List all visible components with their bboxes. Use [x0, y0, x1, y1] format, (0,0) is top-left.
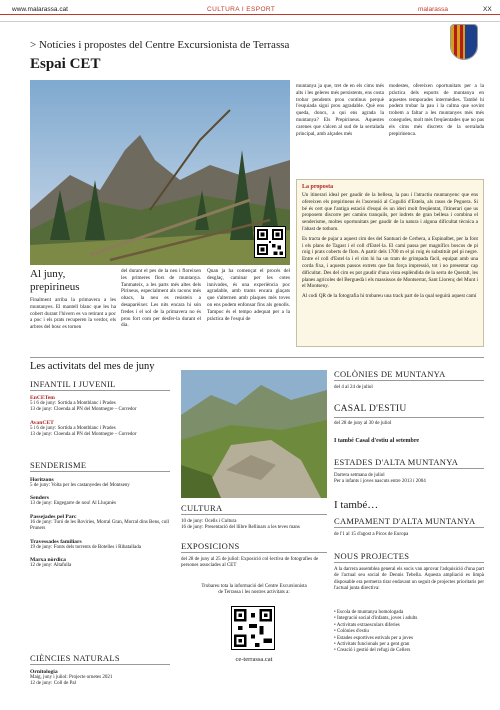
cet-crest-logo — [450, 24, 478, 60]
list-item: • Creació i gestió del refugi de Cellers — [334, 648, 411, 654]
list-item: • Colònies d'estiu — [334, 629, 369, 635]
list-item: • Activitats extraescolars diferies — [334, 622, 400, 628]
article-col-1: Finalment arriba la primavera a les muntanyes. El mantell blanc que les ha cobert durant l'hivern es va retirant a poc a poc i els prats recuperen la verdor, els arbres del bosc es tornen — [30, 297, 116, 331]
article-col-2: del durant el pes de la neu i floreixen les primeres flors de muntanya. Tanmateix, a les parts més altes dels Pirineus, especialment als racons més obacs, la neu es resisteix a desaparèixer. Les nits encara hi són fredes i el sol de la primavera no és prou fort com per desfer-la durant el dia. — [121, 268, 201, 329]
list-item: • Activitats funcionals per a gent gran — [334, 642, 410, 648]
cet-qr-code[interactable] — [231, 606, 275, 650]
brand-name: malarassa — [418, 6, 448, 13]
proposta-box — [296, 179, 484, 347]
colonies-rule — [334, 380, 484, 381]
exposicions-line: del 28 de juny al 25 de juliol: Exposició col·lectiva de fotografies de persones associades al CET — [181, 557, 319, 569]
ciencies-rule — [30, 664, 170, 665]
entcem-line-1: 5 i 6 de juny: Sortida a Montblanc i Prades — [30, 401, 116, 406]
subtitle-line-2: prepirineus — [30, 281, 80, 293]
page-title: Espai CET — [30, 56, 101, 72]
header-rule — [0, 14, 500, 15]
site-url[interactable]: www.malarassa.cat — [12, 6, 68, 13]
nous-projectes-list — [334, 610, 484, 655]
ornitologia-title: Ornitologia — [30, 669, 58, 675]
article-col-5: modestes, ofereixen oportunitats per a la pràctica dels esports de muntanya en aquestes temporades intermèdies. També hi podem trobar la pau i la calma que sovint trobem a faltar a les muntanyes més més conegudes, molt més freqüentades que no pas els cims més discrets de la serralada prepirinenca. — [389, 83, 484, 137]
ornitologia-line-1: Maig, juny i juliol: Projecte ornetes 2021 — [30, 675, 113, 680]
ornitologia-line-2: 12 de juny: Coll de Pal — [30, 681, 76, 687]
casal-setembre: I també Casal d'estiu al setembre — [334, 438, 420, 444]
nous-projectes-heading: NOUS PROJECTES — [334, 551, 410, 561]
estades-heading: ESTADES D'ALTA MUNTANYA — [334, 457, 459, 467]
ciencies-heading: CIÈNCIES NATURALS — [30, 653, 120, 663]
tambe-heading: I també… — [334, 499, 379, 511]
campament-heading: CAMPAMENT D'ALTA MUNTANYA — [334, 516, 476, 526]
avancet-line-1: 5 i 6 de juny: Sortida a Montblanc i Prades — [30, 425, 116, 431]
avancet-title: AvanCET — [30, 419, 54, 426]
cet-website-link[interactable]: ce-terrassa.cat — [235, 656, 273, 663]
campament-rule — [334, 527, 484, 528]
article-col-4: muntanya ja que, tret de en els cims més alts i les geleres més persistents, ens costa trobar pendents prou continus perquè l'esquiada sigui prou agradable. Què ens queda, doncs, a qui ens agrada la muntanya? Els Prepirineus. Aquestes carenes que s'alcen al sud de la serralada principal, amb alçades més — [296, 83, 384, 137]
proposta-para-2: Es tracta de pujar a aquest cim des del Santuari de Cerbera, a Espinalbet, per la font i els plans de Tagast i el coll d'Estel·la. El camí passa per magnífics boscos de pi roig i prats coberts de flors. A partir dels 1700 m el pi roig és substituït pel pi negre. Entre el coll d'Estel·la i el cim hi ha un tram de grimpada fàcil, equipat amb una corda fixa, i aquests passos extrets que fan força impressió, tot i no presentar cap dificultat. Des del cim es pot gaudir d'una vista esplèndida de la serra de Queralt, les planes agrícoles del Berguedà i els massissos de Montserrat, Sant Llorenç del Munt i el Montseny. — [302, 235, 478, 290]
nous-projectes-rule — [334, 562, 484, 563]
senderisme-rule — [30, 471, 170, 472]
estades-line-1: Darrera setmana de juliol — [334, 473, 385, 478]
nous-projectes-text: A la darrera assemblea general els socis van aprovar l'adquisició d'una part de l'actual seu social de Dennis Tebella. Aquesta ampliació es limpà disposable era permetra tirar endavant un seguit de projectes prioritaris per l'actual junta directiva: — [334, 567, 484, 592]
cultura-line-1: 10 de juny: Ocells i Cultura — [181, 519, 237, 524]
ciencies-list — [30, 669, 175, 688]
exposicions-heading: EXPOSICIONS — [181, 541, 240, 551]
article-col-3: Quan ja ha començat el procés del desglaç, caminar per les cotes innivades, és una experiència poc agradable, amb trams encara glaçats que s'alternen amb plaques més toves on ens podem enfonsar fins als genolls. Tampoc és el tempo adequat per a la pràctica de l'esquí de — [207, 268, 290, 322]
senderisme-list — [30, 477, 175, 569]
senders-line: 13 de juny: Engegarre de nou! Al Lluçanès — [30, 501, 116, 507]
list-item: • Integració social d'infants, joves i adults — [334, 616, 418, 622]
colonies-heading: COLÒNIES DE MUNTANYA — [334, 369, 446, 379]
list-item: • Estades esportives estivals per a joves — [334, 635, 413, 641]
marxa-line: 12 de juny: Altafulla — [30, 563, 72, 569]
infantil-list — [30, 395, 175, 439]
cultura-line-2: 16 de juny: Presentació del llibre Rellinars a les teves mans — [181, 525, 300, 531]
passejades-title: Passejades pel Parc — [30, 513, 77, 520]
travessades-line: 19 de juny: Fonts dels torrents de Botelles i Ribatallada — [30, 544, 141, 550]
casal-dates: del 28 de juny al 30 de juliol — [334, 421, 392, 426]
horitzons-title: Horitzons — [30, 477, 54, 483]
proposta-title: La proposta — [302, 184, 334, 190]
infantil-heading: INFANTIL I JUVENIL — [30, 379, 116, 389]
casal-rule — [334, 417, 484, 418]
activities-heading: Les activitats del mes de juny — [30, 361, 155, 372]
section-label: CULTURA I ESPORT — [207, 6, 276, 13]
estades-line-2: Per a infants i joves nascuts entre 2013 i 2004 — [334, 479, 426, 485]
mountain-landscape-photo — [181, 370, 327, 498]
casal-heading: CASAL D'ESTIU — [334, 404, 407, 414]
avancet-line-2: 13 de juny: Cloenda al PN del Montnegre – Corredor — [30, 432, 137, 438]
senders-title: Senders — [30, 495, 49, 502]
passejades-line: 16 de juny: Turó de les Roviries, Morral Gran, Morral dins Bens, coll Pruners — [30, 519, 170, 532]
proposta-para-3: Al codi QR de la fotografia hi trobareu una track part de la qual seguirà aquest camí — [302, 293, 477, 300]
section-divider — [30, 357, 484, 358]
campament-dates: de l'1 al 15 d'agost a Picos de Europa — [334, 532, 409, 537]
colonies-dates: del 4 al 24 de juliol — [334, 385, 373, 390]
entcem-line-2: 13 de juny: Cloenda al PN del Montnegre – Corredor — [30, 407, 137, 413]
infantil-rule — [30, 390, 170, 391]
qr-code[interactable] — [254, 226, 286, 258]
cultura-list — [181, 519, 329, 532]
marxa-title: Marxa nòrdica — [30, 557, 66, 564]
horitzons-line: 5 de juny: Volta per les castanyedes del Montseny — [30, 483, 130, 488]
cultura-rule — [181, 514, 327, 515]
section-supertitle: > Notícies i propostes del Centre Excursionista de Terrassa — [30, 39, 290, 51]
article-subtitle — [30, 268, 116, 294]
cultura-heading: CULTURA — [181, 503, 223, 513]
subtitle-line-1: Al juny, — [30, 268, 66, 280]
list-item: • Escola de muntanya homologada — [334, 610, 404, 615]
entcem-title: EnCETem — [30, 395, 55, 401]
cet-info-text: Trobareu tota la informació del Centre Excursionista de Terrassa i les nostres activitats a: — [201, 584, 307, 596]
exposicions-rule — [181, 552, 327, 553]
page-number: XX — [483, 6, 492, 13]
estades-info — [334, 473, 484, 486]
proposta-para-1: Un itinerari ideal per gaudir de la bellesa, la pau i l'atractiu muntanyenc que ens ofereixen els prepirineus és l'ascensió al Cogulló d'Estela, als rasos de Peguera. Si bé és cert que l'antiga estació d'esquí és un ideri molt freqüentat, l'itinerari que us proposem discorre per camins tranquils, per indrets de gran bellesa i combina el senderisme, moltes oportunitats per gaudir de la natura i alguna dificultat tècnica a l'abast de tothom. — [302, 192, 478, 232]
travessades-title: Travessades familiars — [30, 538, 82, 545]
mountain-forest-photo — [30, 80, 290, 265]
estades-rule — [334, 468, 484, 469]
senderisme-heading: SENDERISME — [30, 460, 87, 470]
